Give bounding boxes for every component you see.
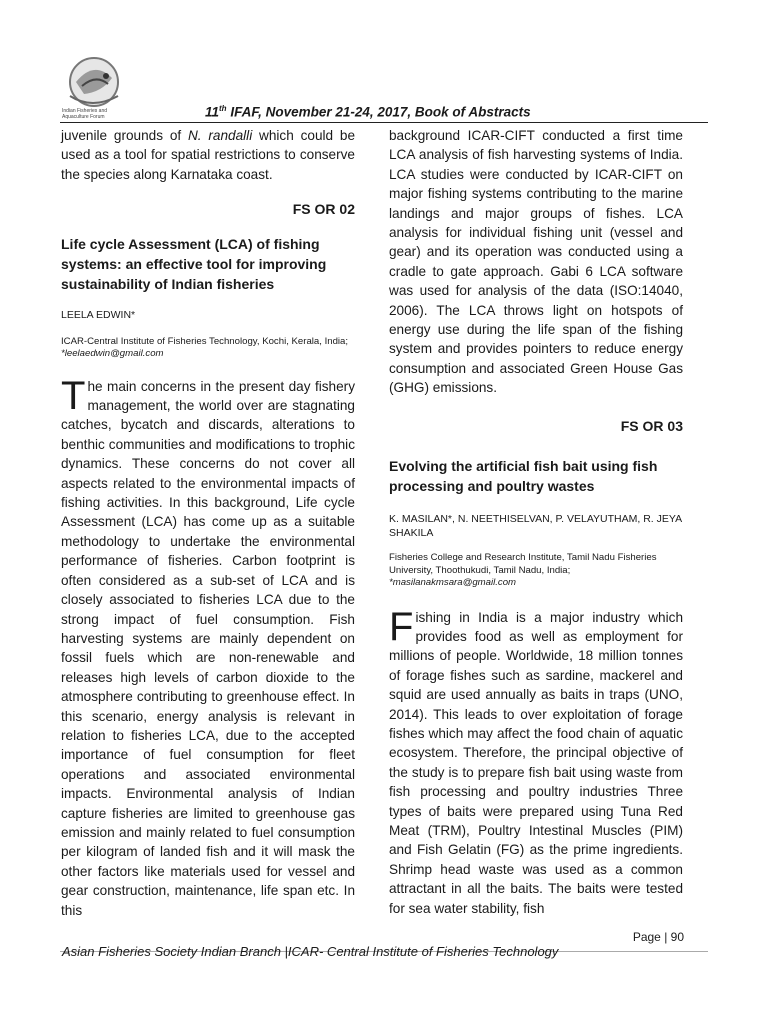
- abstract-title-fish-bait: Evolving the artificial fish bait using fish processing and poultry wastes: [389, 458, 658, 495]
- author-email: *masilanakmsara@gmail.com: [389, 577, 517, 589]
- header-rule: [60, 122, 708, 123]
- footer-text: Asian Fisheries Society Indian Branch |ICAR- Central Institute of Fisheries Technology: [62, 944, 559, 959]
- intro-text-a: juvenile grounds of: [61, 128, 188, 143]
- body-text: ishing in India is a major industry which provides food as well as employment for millions of people. Worldwide, 18 million tonnes of forage fishes such as sardine, mackerel and squid are used annually as baits in traps (UNO, 2014). This leads to over exploitation of forage fishes which may affect the food chain of aquatic ecosystem. Therefore, the principal objective of the study is to prepare fish bait using waste from fish processing and poultry industries Three types of baits were prepared using Tuna Red Meat (TRM), Poultry Intestinal Muscles (PIM) and Fish Gelatin (FG) as the prime ingredients. Shrimp head waste was used as a common attractant in all the baits. The baits were tested for sea water stability, fish: [389, 609, 683, 916]
- left-column: [61, 126, 355, 920]
- page-number: Page | 90: [632, 930, 684, 944]
- species-name: N. randalli: [187, 128, 253, 143]
- drop-cap: F: [389, 604, 414, 649]
- affiliation-text: Fisheries College and Research Institute, Tamil Nadu Fisheries University, Thoothukudi, Tamil Nadu, India;: [389, 552, 657, 576]
- abstract-code-fs-or-03: FS OR 03: [620, 417, 683, 434]
- header-ordinal: 11: [205, 104, 220, 120]
- author-email: *leelaedwin@gmail.com: [61, 348, 164, 360]
- intro-text-b: which could be used as a tool for spatial restrictions to conserve the species along Karnataka coast.: [61, 128, 356, 182]
- lca-continuation-paragraph: background ICAR-CIFT conducted a first time LCA analysis of fish harvesting systems of India. LCA studies were conducted by ICAR-CIFT on major fishing systems contributing to the marine landings and major groups of fishes. LCA analysis for individual fishing unit (vessel and gear) and its operation was conducted using a cradle to gate approach. Gabi 6 LCA software was used for analysis of the data (ISO:14040, 2006). The LCA throws light on hotspots of energy use during the life span of the fishing system and provides pointers to reduce energy consumption and associated Green House Gas (GHG) emissions.: [389, 128, 683, 396]
- header-title-rest: IFAF, November 21-24, 2017, Book of Abstracts: [226, 104, 531, 120]
- abstract-affiliation-lca: [61, 336, 355, 361]
- book-header-title: [205, 104, 531, 120]
- abstract-code-fs-or-02: FS OR 02: [292, 201, 355, 218]
- body-text: he main concerns in the present day fishery management, the world over are stagnating catches, bycatch and discards, alterations to benthic communities and modifications to trophic dynamics. These concerns do not cover all aspects related to the environmental impacts of fishing activities. In this background, Life cycle Assessment (LCA) has come up as a suitable methodology to undertake the environmental performance of fisheries. Carbon footprint is often considered as a sub-set of LCA and is closely associated to fisheries LCA due to the strong impact of fuel consumption. Fish harvesting systems are mainly dependent on fossil fuels which are non-renewable and releases high levels of carbon dioxide to the atmosphere contributing to greenhouse effect. In this scenario, energy analysis is relevant in relation to fisheries LCA, due to the accepted importance of fuel consumption for fleet operations and associated environmental impacts. Environmental analysis of Indian capture fisheries are limited to greenhouse gas emission and mainly related to fuel consumption per kilogram of landed fish and it will mask the other factors like materials used for vessel and gear construction, maintenance, life span etc. In this: [61, 378, 355, 918]
- logo-caption-line1: Indian Fisheries and: [62, 108, 108, 114]
- drop-cap: T: [61, 373, 86, 418]
- abstract-authors-fish-bait: K. MASILAN*, N. NEETHISELVAN, P. VELAYUTHAM, R. JEYA SHAKILA: [389, 513, 682, 540]
- abstract-body-fish-bait: [389, 604, 683, 919]
- header-ordinal-suffix: th: [219, 104, 227, 113]
- abstract-body-lca: [61, 373, 355, 920]
- logo-caption-line2: Aquaculture Forum: [62, 114, 105, 120]
- abstract-title-lca: Life cycle Assessment (LCA) of fishing systems: an effective tool for improving sustainability of Indian fisheries: [61, 235, 327, 292]
- affiliation-text: ICAR-Central Institute of Fisheries Technology, Kochi, Kerala, India;: [61, 335, 349, 347]
- abstract-affiliation-fish-bait: [389, 552, 683, 590]
- abstract-authors-lca: LEELA EDWIN*: [61, 308, 136, 321]
- logo-caption: [62, 108, 132, 120]
- left-intro-paragraph: [61, 126, 355, 184]
- right-column: [389, 126, 683, 918]
